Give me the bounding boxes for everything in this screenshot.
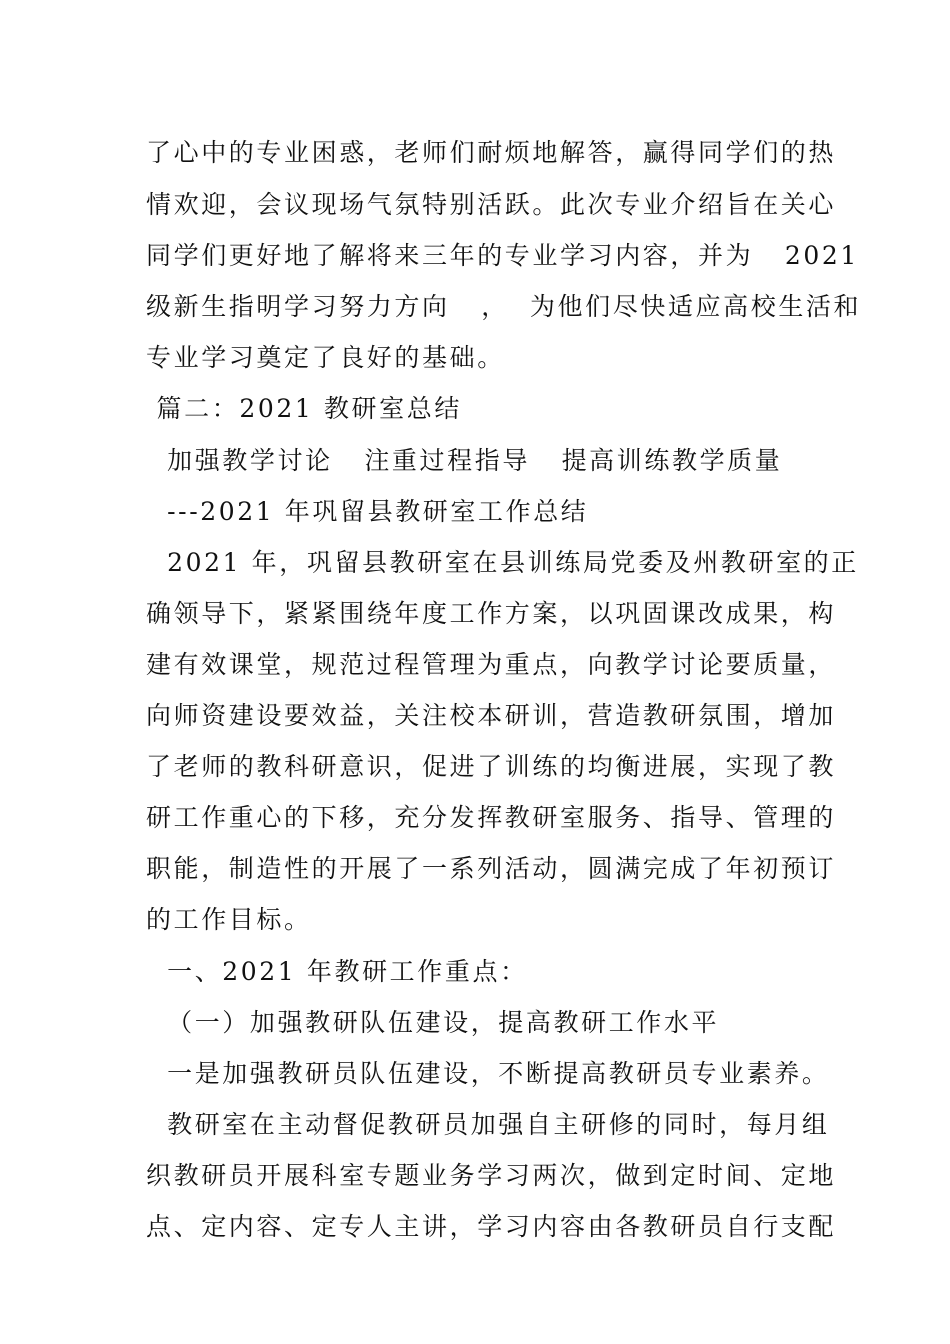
text-line: 教研室在主动督促教研员加强自主研修的同时，每月组	[146, 1110, 830, 1139]
document-title: 加强教学讨论 注重过程指导 提高训练教学质量	[146, 446, 783, 475]
text-line: 建有效课堂，规范过程管理为重点，向教学讨论要质量，	[146, 650, 837, 679]
section-heading: 篇二：2021 教研室总结	[146, 394, 462, 423]
text-line: 点、定内容、定专人主讲，学习内容由各教研员自行支配	[146, 1212, 837, 1241]
text-line: 同学们更好地了解将来三年的专业学习内容，并为 2021	[146, 241, 859, 270]
text-line: 一是加强教研员队伍建设，不断提高教研员专业素养。	[146, 1059, 830, 1088]
text-line: 情欢迎，会议现场气氛特别活跃。此次专业介绍旨在关心	[146, 190, 837, 219]
text-line: 了心中的专业困惑，老师们耐烦地解答，赢得同学们的热	[146, 138, 837, 167]
text-line: 职能，制造性的开展了一系列活动，圆满完成了年初预订	[146, 854, 837, 883]
document-subtitle: ---2021 年巩留县教研室工作总结	[146, 497, 589, 526]
text-line: 2021 年，巩留县教研室在县训练局党委及州教研室的正	[146, 548, 859, 577]
text-line: 级新生指明学习努力方向 ， 为他们尽快适应高校生活和	[146, 292, 862, 321]
text-line: 研工作重心的下移，充分发挥教研室服务、指导、管理的	[146, 803, 837, 832]
text-line: 专业学习奠定了良好的基础。	[146, 343, 505, 372]
text-line: 了老师的教科研意识，促进了训练的均衡进展，实现了教	[146, 752, 837, 781]
text-line: 确领导下，紧紧围绕年度工作方案，以巩固课改成果，构	[146, 599, 837, 628]
subsection-heading: （一）加强教研队伍建设，提高教研工作水平	[146, 1008, 720, 1037]
text-line: 的工作目标。	[146, 905, 312, 934]
section-heading: 一、2021 年教研工作重点：	[146, 957, 528, 986]
text-line: 向师资建设要效益，关注校本研训，营造教研氛围，增加	[146, 701, 837, 730]
text-line: 织教研员开展科室专题业务学习两次，做到定时间、定地	[146, 1161, 837, 1190]
